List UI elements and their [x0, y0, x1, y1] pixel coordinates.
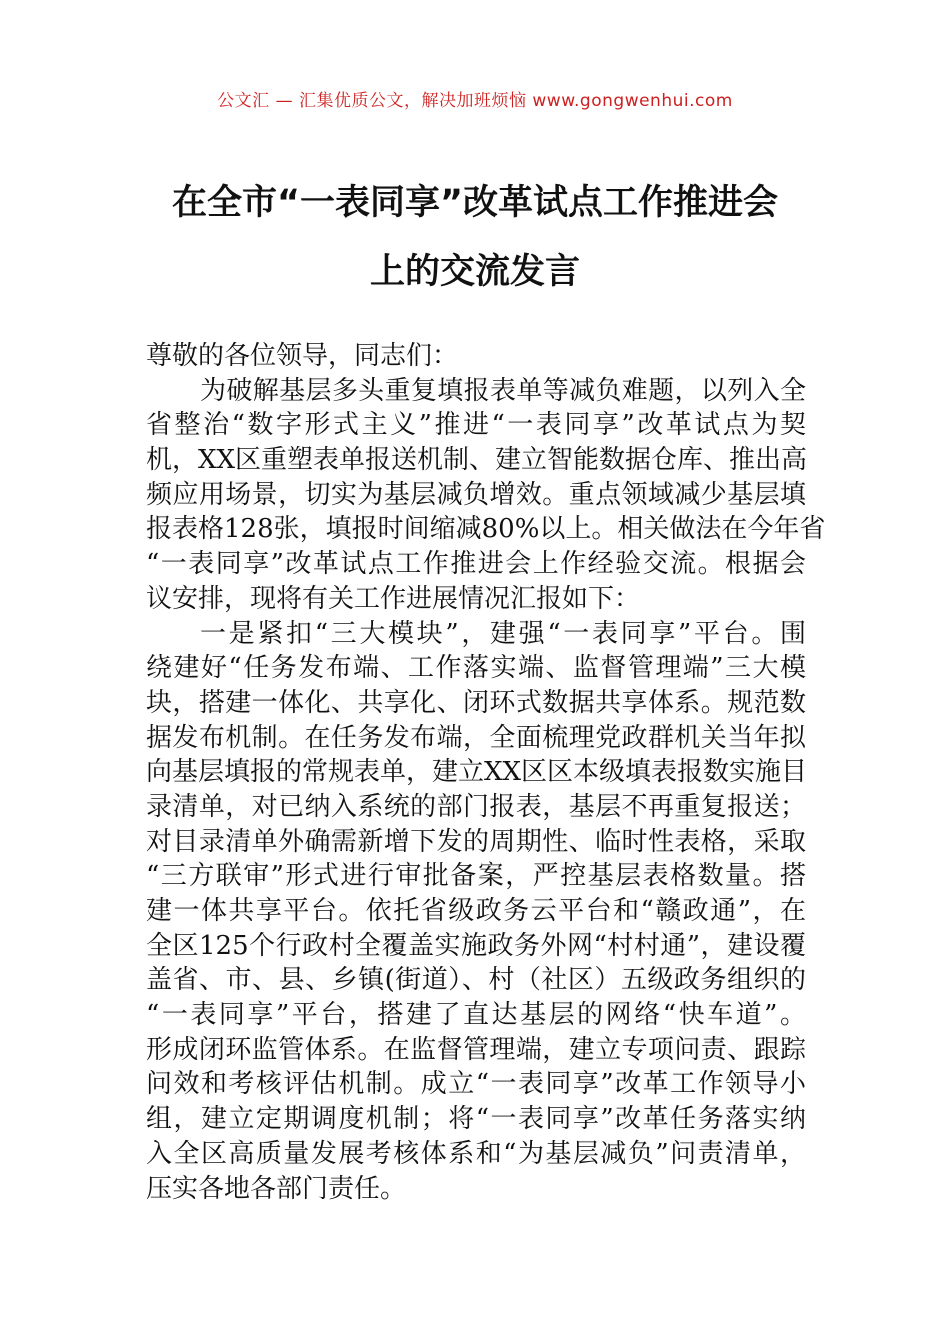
body-line: 省整治“数字形式主义”推进“一表同享”改革试点为契 [146, 410, 806, 441]
body-line: 绕建好“任务发布端、工作落实端、监督管理端”三大模 [146, 653, 806, 684]
body-line: 压实各地各部门责任。 [146, 1173, 407, 1204]
document-body [146, 339, 826, 1206]
body-line: “一表同享”改革试点工作推进会上作经验交流。根据会 [146, 549, 806, 580]
body-line: 议安排，现将有关工作进展情况汇报如下： [146, 583, 641, 614]
body-line: 形成闭环监管体系。在监督管理端，建立专项问责、跟踪 [146, 1034, 806, 1065]
body-line: 机，XX区重塑表单报送机制、建立智能数据仓库、推出高 [146, 445, 808, 476]
body-line: 一是紧扣“三大模块”，建强“一表同享”平台。围 [200, 618, 806, 649]
body-line: 盖省、市、县、乡镇(街道）、村（社区）五级政务组织的 [146, 965, 806, 996]
body-line: 录清单，对已纳入系统的部门报表，基层不再重复报送； [146, 791, 806, 822]
body-line: 块，搭建一体化、共享化、闭环式数据共享体系。规范数 [146, 687, 806, 718]
body-line: 频应用场景，切实为基层减负增效。重点领域减少基层填 [146, 479, 806, 510]
body-line: 向基层填报的常规表单，建立XX区区本级填表报数实施目 [146, 757, 808, 788]
salutation-line: 尊敬的各位领导，同志们： [146, 341, 459, 371]
document-title-line-1: 在全市“一表同享”改革试点工作推进会 [171, 183, 778, 223]
body-line: “三方联审”形式进行审批备案，严控基层表格数量。搭 [146, 861, 806, 892]
body-line: 问效和考核评估机制。成立“一表同享”改革工作领导小 [146, 1069, 806, 1100]
body-line: 为破解基层多头重复填报表单等减负难题，以列入全 [200, 375, 806, 406]
body-line: 据发布机制。在任务发布端，全面梳理党政群机关当年拟 [146, 722, 806, 753]
body-line: 全区125个行政村全覆盖实施政务外网“村村通”，建设覆 [146, 930, 806, 961]
body-line: “一表同享”平台，搭建了直达基层的网络“快车道”。 [146, 1000, 806, 1031]
body-line: 对目录清单外确需新增下发的周期性、临时性表格，采取 [146, 826, 806, 857]
body-line: 入全区高质量发展考核体系和“为基层减负”问责清单， [146, 1138, 806, 1169]
watermark-header: 公文汇 — 汇集优质公文，解决加班烦恼 www.gongwenhui.com [217, 91, 733, 111]
body-line: 建一体共享平台。依托省级政务云平台和“赣政通”，在 [146, 896, 806, 926]
document-title-line-2: 上的交流发言 [369, 252, 580, 292]
body-line: 组，建立定期调度机制；将“一表同享”改革任务落实纳 [146, 1104, 806, 1135]
body-line: 报表格128张，填报时间缩减80%以上。相关做法在今年省 [146, 514, 826, 545]
